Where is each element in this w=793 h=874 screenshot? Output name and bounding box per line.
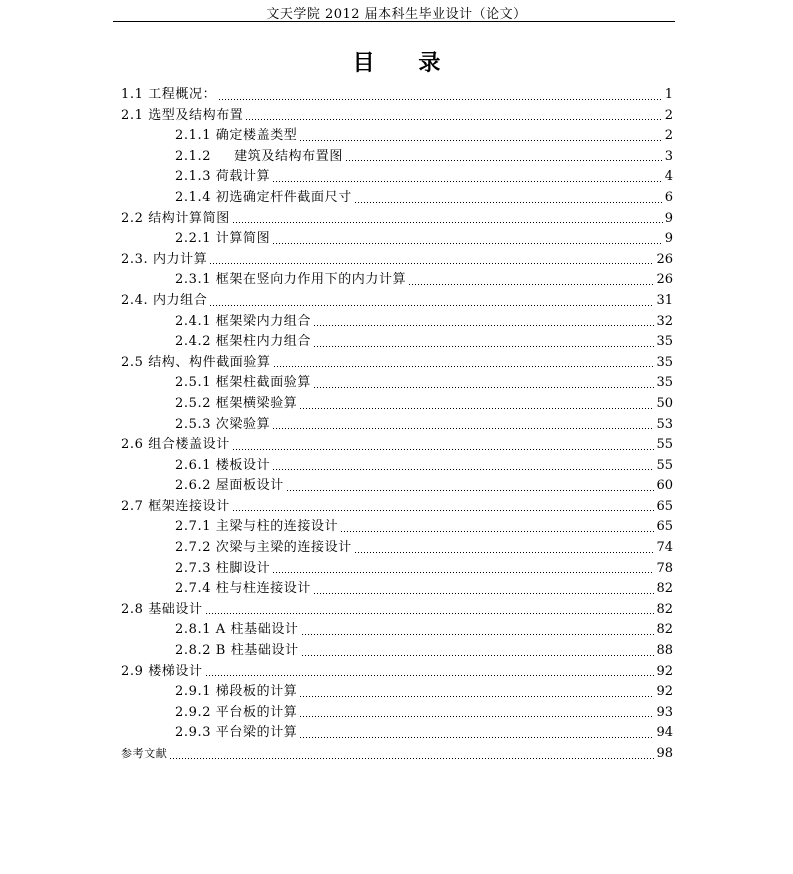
toc-entry-page-number: 92 — [656, 684, 673, 700]
toc-leader-dots — [408, 284, 654, 285]
toc-entry-page-number: 60 — [656, 478, 673, 494]
toc-entry-page-number: 65 — [656, 519, 673, 535]
toc-entry[interactable] — [121, 394, 673, 415]
toc-entry-page-number: 35 — [656, 334, 673, 350]
toc-leader-dots — [245, 119, 662, 120]
toc-entry-label: 2.9.1 梯段板的计算 — [175, 684, 298, 700]
toc-entry[interactable] — [121, 167, 673, 188]
toc-entry-label: 2.5.2 框架横梁验算 — [175, 395, 298, 411]
toc-leader-dots — [301, 634, 655, 635]
toc-entry[interactable] — [121, 703, 673, 724]
toc-entry-page-number: 88 — [656, 643, 673, 659]
toc-entry-label: 2.9.3 平台梁的计算 — [175, 725, 298, 741]
toc-leader-dots — [340, 531, 654, 532]
toc-entry[interactable] — [121, 620, 673, 641]
toc-entry[interactable] — [121, 723, 673, 744]
toc-leader-dots — [354, 202, 663, 203]
toc-entry[interactable] — [121, 682, 673, 703]
toc-entry-label: 2.7 框架连接设计 — [121, 498, 230, 514]
toc-entry-page-number: 3 — [664, 148, 673, 164]
toc-leader-dots — [313, 387, 654, 388]
toc-entry-page-number: 26 — [656, 272, 673, 288]
toc-entry-label: 2.5.3 次梁验算 — [175, 416, 271, 432]
toc-leader-dots — [299, 716, 654, 717]
toc-leader-dots — [205, 613, 655, 614]
toc-entry[interactable] — [121, 332, 673, 353]
toc-leader-dots — [272, 243, 663, 244]
toc-leader-dots — [205, 675, 655, 676]
toc-entry-label: 2.7.3 柱脚设计 — [175, 560, 271, 576]
page-header: 文天学院 2012 届本科生毕业设计（论文） — [266, 7, 527, 22]
toc-entry-label: 2.5.1 框架柱截面验算 — [175, 375, 312, 391]
toc-entry[interactable] — [121, 662, 673, 683]
toc-entry-page-number: 1 — [664, 87, 673, 102]
toc-entry-page-number: 65 — [656, 498, 673, 514]
toc-leader-dots — [301, 655, 655, 656]
toc-entry-label: 2.6.2 屋面板设计 — [175, 478, 284, 494]
toc-entry-label: 2.9 楼梯设计 — [121, 663, 203, 679]
toc-entry-label: 2.3. 内力计算 — [121, 251, 208, 267]
toc-entry[interactable] — [121, 538, 673, 559]
toc-entry[interactable] — [121, 744, 673, 765]
toc-entry[interactable] — [121, 312, 673, 333]
toc-entry-label: 2.6 组合楼盖设计 — [121, 437, 230, 453]
page-title: 目 录 — [352, 50, 459, 76]
toc-entry-label: 2.4. 内力组合 — [121, 292, 208, 308]
toc-entry-label: 2.8.2 B 柱基础设计 — [175, 643, 299, 659]
toc-entry[interactable] — [121, 456, 673, 477]
toc-leader-dots — [313, 325, 654, 326]
toc-leader-dots — [345, 160, 663, 161]
toc-entry-page-number: 6 — [664, 189, 673, 205]
toc-entry-label: 2.2.1 计算简图 — [175, 231, 271, 247]
toc-entry-page-number: 82 — [656, 601, 673, 617]
toc-entry-page-number: 31 — [656, 292, 673, 308]
toc-entry-label: 2.1.2 建筑及结构布置图 — [175, 148, 343, 164]
toc-entry[interactable] — [121, 229, 673, 250]
toc-entry-label: 2.1.1 确定楼盖类型 — [175, 128, 298, 144]
toc-entry-page-number: 55 — [656, 457, 673, 473]
toc-leader-dots — [272, 469, 654, 470]
toc-entry[interactable] — [121, 373, 673, 394]
toc-entry[interactable] — [121, 353, 673, 374]
toc-entry[interactable] — [121, 559, 673, 580]
toc-entry[interactable] — [121, 415, 673, 436]
toc-entry-page-number: 93 — [656, 704, 673, 720]
toc-entry-label: 2.7.1 主梁与柱的连接设计 — [175, 519, 339, 535]
toc-entry-label: 2.7.2 次梁与主梁的连接设计 — [175, 540, 352, 556]
toc-leader-dots — [299, 408, 654, 409]
toc-entry[interactable] — [121, 270, 673, 291]
toc-leader-dots — [313, 593, 654, 594]
toc-entry[interactable] — [121, 126, 673, 147]
toc-entry[interactable] — [121, 435, 673, 456]
toc-entry-label: 2.5 结构、构件截面验算 — [121, 354, 271, 370]
toc-entry-page-number: 32 — [656, 313, 673, 329]
toc-entry-page-number: 82 — [656, 581, 673, 597]
toc-entry-label: 2.8.1 A 柱基础设计 — [175, 622, 299, 638]
toc-entry[interactable] — [121, 85, 673, 106]
toc-leader-dots — [272, 181, 663, 182]
toc-leader-dots — [232, 222, 663, 223]
toc-entry[interactable] — [121, 600, 673, 621]
toc-entry[interactable] — [121, 641, 673, 662]
toc-entry-page-number: 35 — [656, 354, 673, 370]
toc-entry[interactable] — [121, 476, 673, 497]
toc-entry-page-number: 92 — [656, 663, 673, 679]
toc-leader-dots — [313, 346, 654, 347]
toc-entry-label: 2.1 选型及结构布置 — [121, 107, 244, 123]
toc-entry[interactable] — [121, 188, 673, 209]
toc-entry-page-number: 94 — [656, 725, 673, 741]
toc-entry-page-number: 98 — [656, 746, 673, 761]
toc-entry-page-number: 78 — [656, 560, 673, 576]
toc-entry-page-number: 2 — [664, 107, 673, 123]
toc-leader-dots — [232, 510, 655, 511]
toc-entry-label: 2.2 结构计算简图 — [121, 210, 230, 226]
toc-entry-label: 2.4.2 框架柱内力组合 — [175, 334, 312, 350]
toc-leader-dots — [299, 696, 654, 697]
toc-leader-dots — [272, 428, 654, 429]
toc-entry[interactable] — [121, 497, 673, 518]
toc-entry[interactable] — [121, 147, 673, 168]
toc-leader-dots — [272, 572, 654, 573]
toc-entry-label: 2.3.1 框架在竖向力作用下的内力计算 — [175, 272, 407, 288]
toc-entry-page-number: 4 — [664, 169, 673, 185]
toc-entry-label: 2.4.1 框架梁内力组合 — [175, 313, 312, 329]
toc-leader-dots — [299, 140, 662, 141]
toc-leader-dots — [218, 99, 663, 100]
toc-entry[interactable] — [121, 579, 673, 600]
toc-leader-dots — [354, 552, 655, 553]
toc-entry[interactable] — [121, 250, 673, 271]
toc-entry-page-number: 55 — [656, 437, 673, 453]
toc-leader-dots — [209, 305, 654, 306]
table-of-contents — [121, 85, 673, 765]
toc-entry-label: 2.1.3 荷载计算 — [175, 169, 271, 185]
toc-leader-dots — [232, 449, 655, 450]
toc-entry-label: 2.7.4 柱与柱连接设计 — [175, 581, 312, 597]
toc-entry-page-number: 82 — [656, 622, 673, 638]
toc-leader-dots — [209, 263, 654, 264]
toc-leader-dots — [273, 366, 655, 367]
toc-entry[interactable] — [121, 106, 673, 127]
toc-entry-label: 2.9.2 平台板的计算 — [175, 704, 298, 720]
toc-entry-page-number: 2 — [664, 128, 673, 144]
toc-entry-label: 2.8 基础设计 — [121, 601, 203, 617]
toc-entry-page-number: 9 — [664, 210, 673, 226]
toc-entry-page-number: 50 — [656, 395, 673, 411]
header-rule — [113, 21, 675, 22]
toc-entry[interactable] — [121, 517, 673, 538]
toc-entry[interactable] — [121, 291, 673, 312]
toc-entry-page-number: 53 — [656, 416, 673, 432]
toc-entry-page-number: 9 — [664, 231, 673, 247]
toc-entry-page-number: 74 — [656, 540, 673, 556]
toc-entry-label: 1.1 工程概况： — [121, 87, 217, 102]
toc-leader-dots — [286, 490, 655, 491]
toc-entry[interactable] — [121, 209, 673, 230]
toc-entry-page-number: 35 — [656, 375, 673, 391]
toc-leader-dots — [299, 737, 654, 738]
toc-entry-label: 2.1.4 初选确定杆件截面尺寸 — [175, 189, 352, 205]
toc-leader-dots — [169, 758, 654, 759]
toc-entry-label: 参考文献 — [121, 747, 168, 760]
toc-entry-label: 2.6.1 楼板设计 — [175, 457, 271, 473]
toc-entry-page-number: 26 — [656, 251, 673, 267]
